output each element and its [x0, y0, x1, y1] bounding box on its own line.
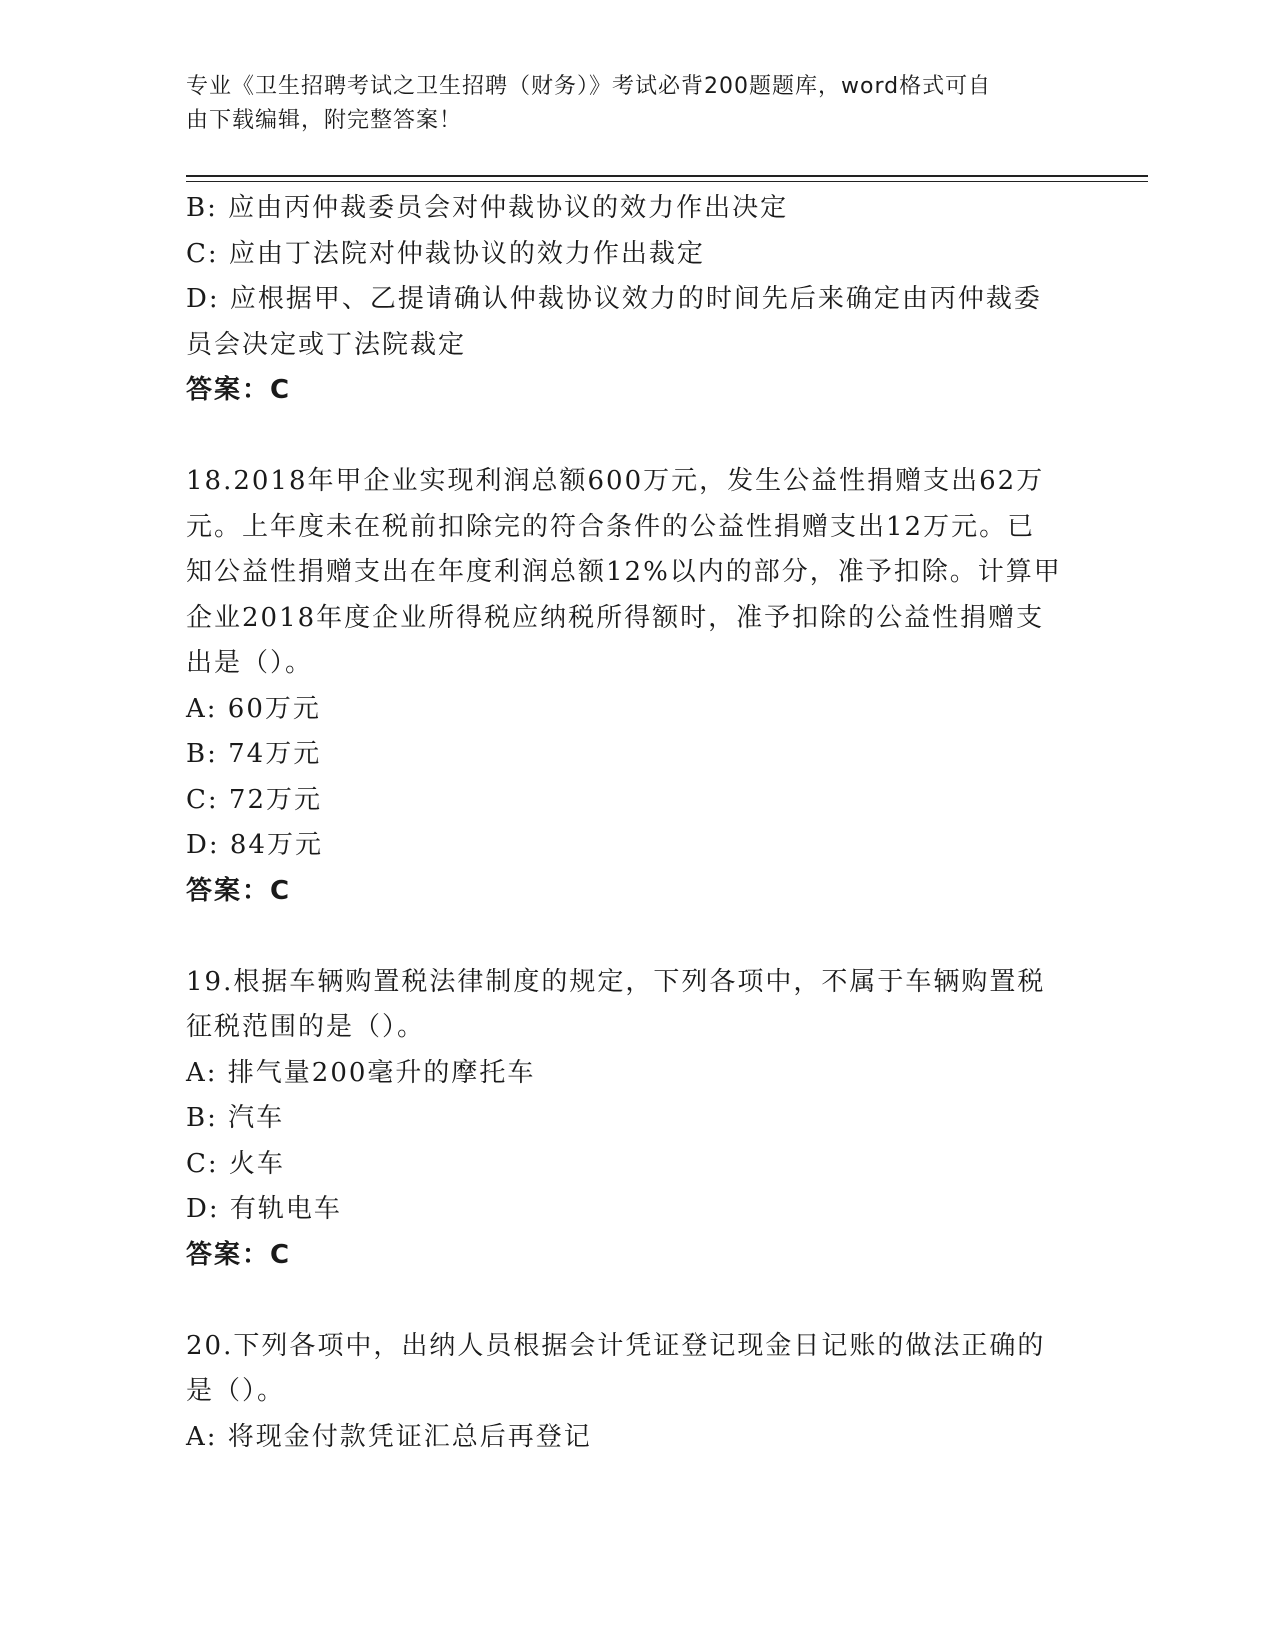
question-text-line-3: 知公益性捐赠支出在年度利润总额12%以内的部分，准予扣除。计算甲: [186, 557, 1062, 587]
option-d-line-2: 员会决定或丁法院裁定: [186, 329, 467, 360]
question-text-line-1: 19.根据车辆购置税法律制度的规定，下列各项中，不属于车辆购置税: [186, 966, 1046, 997]
answer: 答案：C: [186, 375, 292, 405]
spacer: [186, 1278, 1066, 1324]
question-text-line-5: 出是（）。: [186, 648, 314, 678]
option-a: A: 将现金付款凭证汇总后再登记: [186, 1421, 592, 1452]
option-d-line-1: D: 应根据甲、乙提请确认仲裁协议效力的时间先后来确定由丙仲裁委: [186, 284, 1042, 314]
answer: 答案：C: [186, 875, 292, 906]
header-rule-thin: [186, 181, 1148, 182]
question-20: [186, 1324, 1066, 1461]
option-a: A: 60万元: [186, 693, 321, 724]
header-title-line-1: 专业《卫生招聘考试之卫生招聘（财务）》考试必背200题题库，word格式可自: [186, 74, 992, 99]
document-body: [186, 186, 1066, 1460]
question-text-line-2: 元。上年度未在税前扣除完的符合条件的公益性捐赠支出12万元。已: [186, 511, 1036, 542]
question-19: [186, 960, 1066, 1279]
question-text-line-1: 18.2018年甲企业实现利润总额600万元，发生公益性捐赠支出62万: [186, 466, 1045, 496]
spacer: [186, 414, 1066, 460]
option-a: A: 排气量200毫升的摩托车: [186, 1057, 536, 1088]
page-header: [186, 70, 1066, 138]
option-b: B: 74万元: [186, 739, 322, 769]
option-b: B: 汽车: [186, 1103, 285, 1133]
option-c: C: 72万元: [186, 784, 323, 815]
spacer: [186, 914, 1066, 960]
option-b: B: 应由丙仲裁委员会对仲裁协议的效力作出决定: [186, 193, 789, 223]
question-text-line-1: 20.下列各项中，出纳人员根据会计凭证登记现金日记账的做法正确的: [186, 1330, 1046, 1361]
header-title-line-2: 由下载编辑，附完整答案！: [186, 108, 463, 133]
header-rule-thick: [186, 175, 1148, 177]
question-text-line-2: 征税范围的是（）。: [186, 1012, 426, 1042]
answer: 答案：C: [186, 1239, 292, 1270]
option-c: C: 应由丁法院对仲裁协议的效力作出裁定: [186, 238, 705, 269]
question-text-line-2: 是（）。: [186, 1376, 286, 1406]
question-text-line-4: 企业2018年度企业所得税应纳税所得额时，准予扣除的公益性捐赠支: [186, 602, 1045, 633]
option-d: D: 有轨电车: [186, 1194, 342, 1224]
question-18: [186, 459, 1066, 914]
option-d: D: 84万元: [186, 830, 323, 860]
prev-question-block: [186, 186, 1066, 414]
option-c: C: 火车: [186, 1148, 285, 1179]
